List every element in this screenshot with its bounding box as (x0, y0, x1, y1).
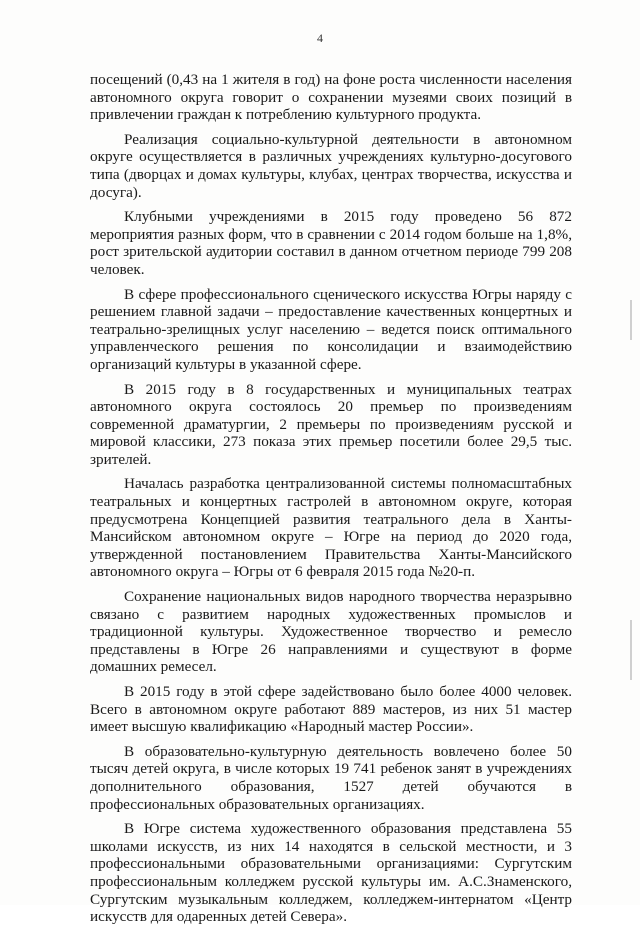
paragraph-1: посещений (0,43 на 1 жителя в год) на фоне роста численности населения автономного округа говорит о сохранении музеями своих позиций в привлечении граждан к потреблению культурного продукта. (90, 71, 572, 124)
paragraph-9: В образовательно-культурную деятельность вовлечено более 50 тысяч детей округа, в числе которых 19 741 ребенок занят в учреждениях дополнительного образования, 1527 детей обучаются в профессиональных образовательных организациях. (90, 742, 572, 813)
paragraph-6: Началась разработка централизованной системы полномасштабных театральных и концертных гастролей в автономном округе, которая предусмотрена Концепцией развития театрального дела в Ханты-Мансийском автономном округе – Югре на период до 2020 года, утвержденной постановлением Правительства Ханты-Мансийского автономного округа – Югры от 6 февраля 2015 года №20-п. (90, 475, 572, 581)
scan-edge-mark (630, 620, 632, 680)
paragraph-10: В Югре система художественного образования представлена 55 школами искусств, из них 14 находятся в сельской местности, и 3 профессиональными образовательными организациями: Сургутским профессиональным колледжем русской культуры им. А.С.Знаменского, Сургутским музыкальным колледжем, колледжем-интернатом «Центр искусств для одаренных детей Севера». (90, 820, 572, 926)
paragraph-3: Клубными учреждениями в 2015 году проведено 56 872 мероприятия разных форм, что в сравнении с 2014 годом больше на 1,8%, рост зрительской аудитории составил в данном отчетном периоде 799 208 человек. (90, 208, 572, 278)
paragraph-2: Реализация социально-культурной деятельности в автономном округе осуществляется в различных учреждениях культурно-досугового типа (дворцах и домах культуры, клубах, центрах творчества, искусства и досуга). (90, 130, 572, 201)
paragraph-5: В 2015 году в 8 государственных и муниципальных театрах автономного округа состоялось 20 премьер по произведениям современной драматургии, 2 премьеры по произведениям русской и мировой классики, 273 показа этих премьер посетили более 29,5 тыс. зрителей. (90, 380, 572, 468)
page-number: 4 (317, 31, 323, 45)
paragraph-7: Сохранение национальных видов народного творчества неразрывно связано с развитием народных художественных промыслов и традиционной культуры. Художественное творчество и ремесло представлены в Югре 26 направлениями и существуют в форме домашних ремесел. (90, 588, 572, 676)
paragraph-4: В сфере профессионального сценического искусства Югры наряду с решением главной задачи – предоставление качественных концертных и театрально-зрелищных услуг населению – ведется поиск оптимального управленческого решения по консолидации и взаимодействию организаций культуры в указанной сфере. (90, 285, 572, 373)
paragraph-8: В 2015 году в этой сфере задействовано было более 4000 человек. Всего в автономном округе работают 889 мастеров, из них 51 мастер имеет высшую квалификацию «Народный мастер России». (90, 683, 572, 736)
scan-edge-mark (630, 300, 632, 340)
document-body (90, 71, 572, 933)
